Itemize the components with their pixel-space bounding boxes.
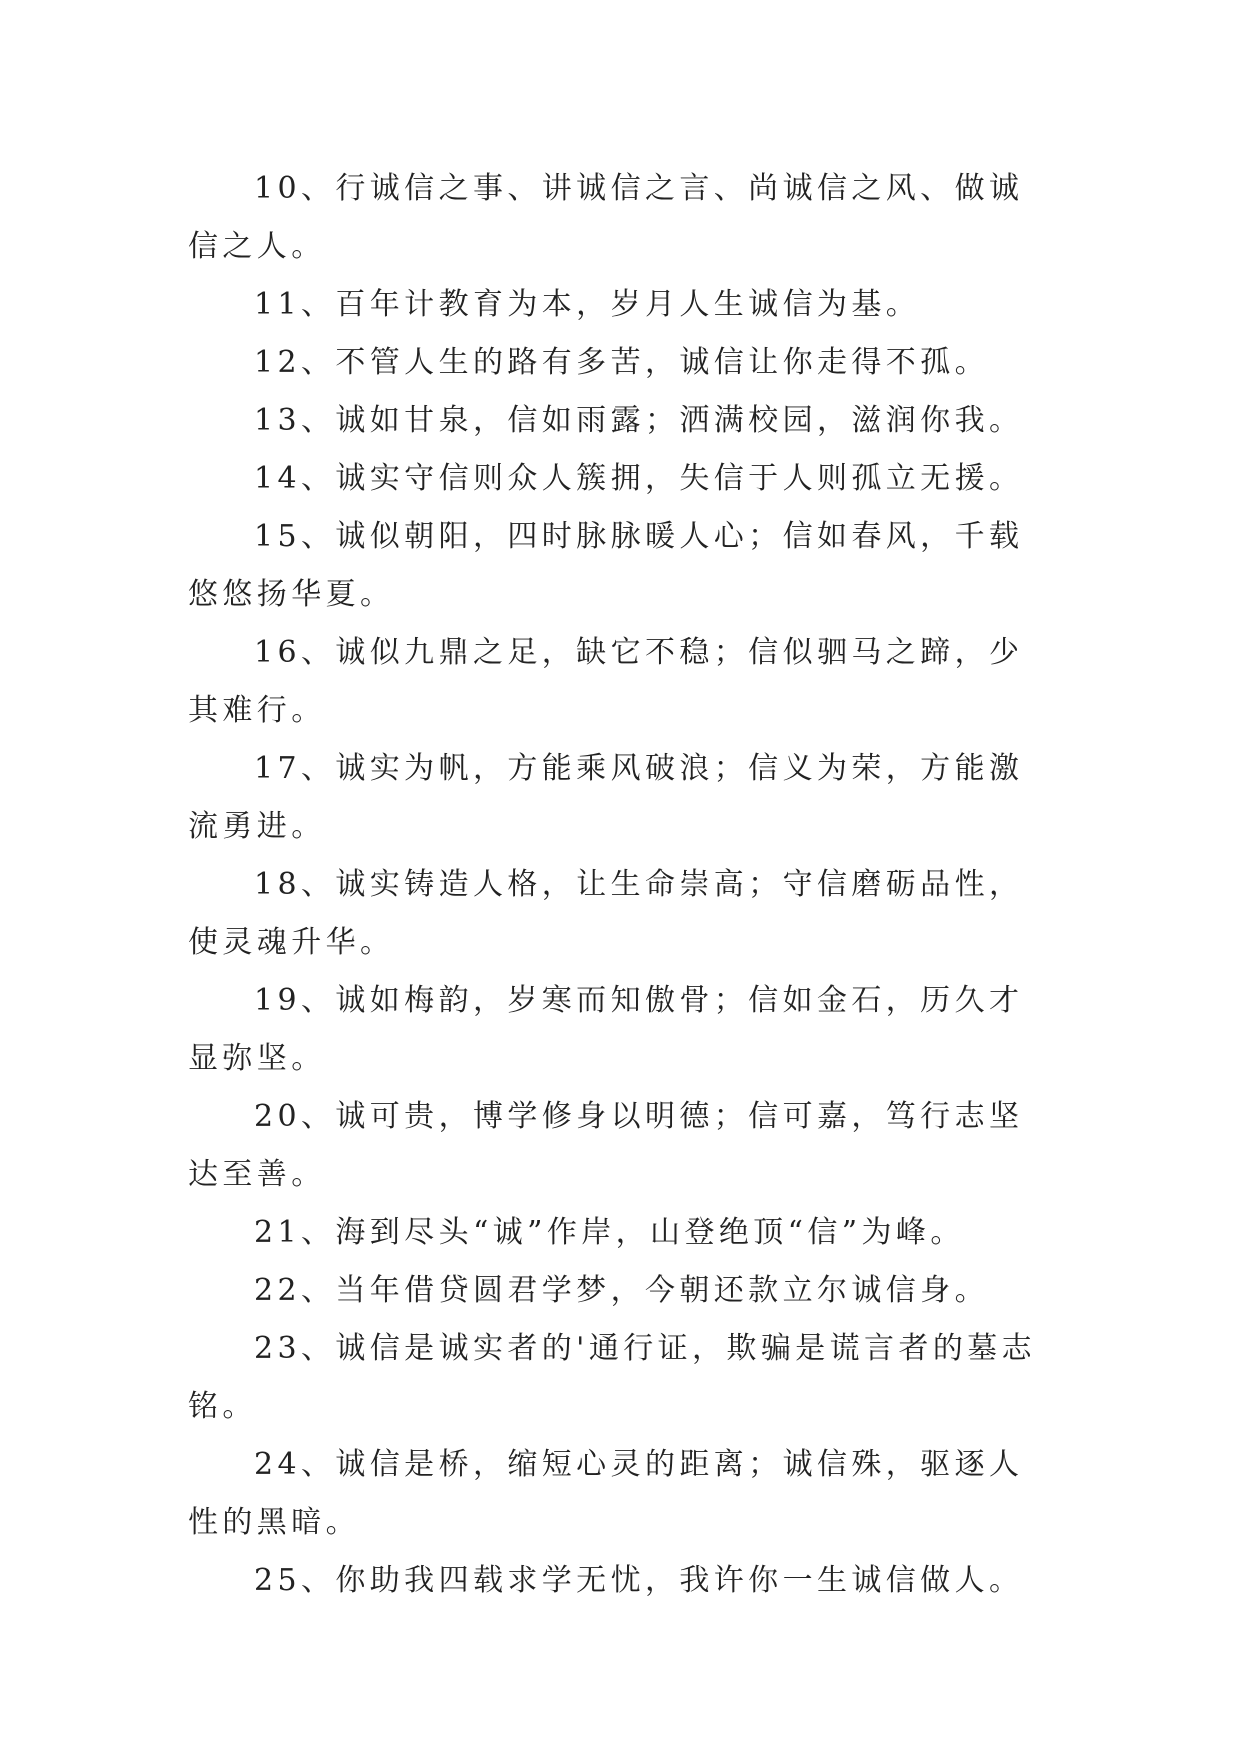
paragraph-13: 13、诚如甘泉，信如雨露；洒满校园，滋润你我。 [254, 403, 1024, 438]
paragraph-23: 23、诚信是诚实者的'通行证，欺骗是谎言者的墓志铭。 [188, 1331, 1037, 1424]
document-body [188, 160, 1053, 1610]
paragraph-12: 12、不管人生的路有多苦，诚信让你走得不孤。 [254, 345, 989, 380]
paragraph-11: 11、百年计教育为本，岁月人生诚信为基。 [254, 287, 921, 322]
paragraph-15: 15、诚似朝阳，四时脉脉暖人心；信如春风，千载悠悠扬华夏。 [188, 519, 1024, 612]
paragraph-19: 19、诚如梅韵，岁寒而知傲骨；信如金石，历久才显弥坚。 [188, 983, 1024, 1076]
paragraph-14: 14、诚实守信则众人簇拥，失信于人则孤立无援。 [254, 461, 1024, 496]
paragraph-21: 21、海到尽头“诚”作岸，山登绝顶“信”为峰。 [254, 1215, 965, 1250]
paragraph-17: 17、诚实为帆，方能乘风破浪；信义为荣，方能激流勇进。 [188, 751, 1024, 844]
paragraph-18: 18、诚实铸造人格，让生命崇高；守信磨砺品性，使灵魂升华。 [188, 867, 1024, 960]
paragraph-25: 25、你助我四载求学无忧，我许你一生诚信做人。 [254, 1563, 1024, 1598]
paragraph-22: 22、当年借贷圆君学梦，今朝还款立尔诚信身。 [254, 1273, 989, 1308]
paragraph-20: 20、诚可贵，博学修身以明德；信可嘉，笃行志坚达至善。 [188, 1099, 1024, 1192]
paragraph-10: 10、行诚信之事、讲诚信之言、尚诚信之风、做诚信之人。 [188, 171, 1024, 264]
paragraph-16: 16、诚似九鼎之足，缺它不稳；信似驷马之蹄，少其难行。 [188, 635, 1024, 728]
paragraph-24: 24、诚信是桥，缩短心灵的距离；诚信殊，驱逐人性的黑暗。 [188, 1447, 1024, 1540]
